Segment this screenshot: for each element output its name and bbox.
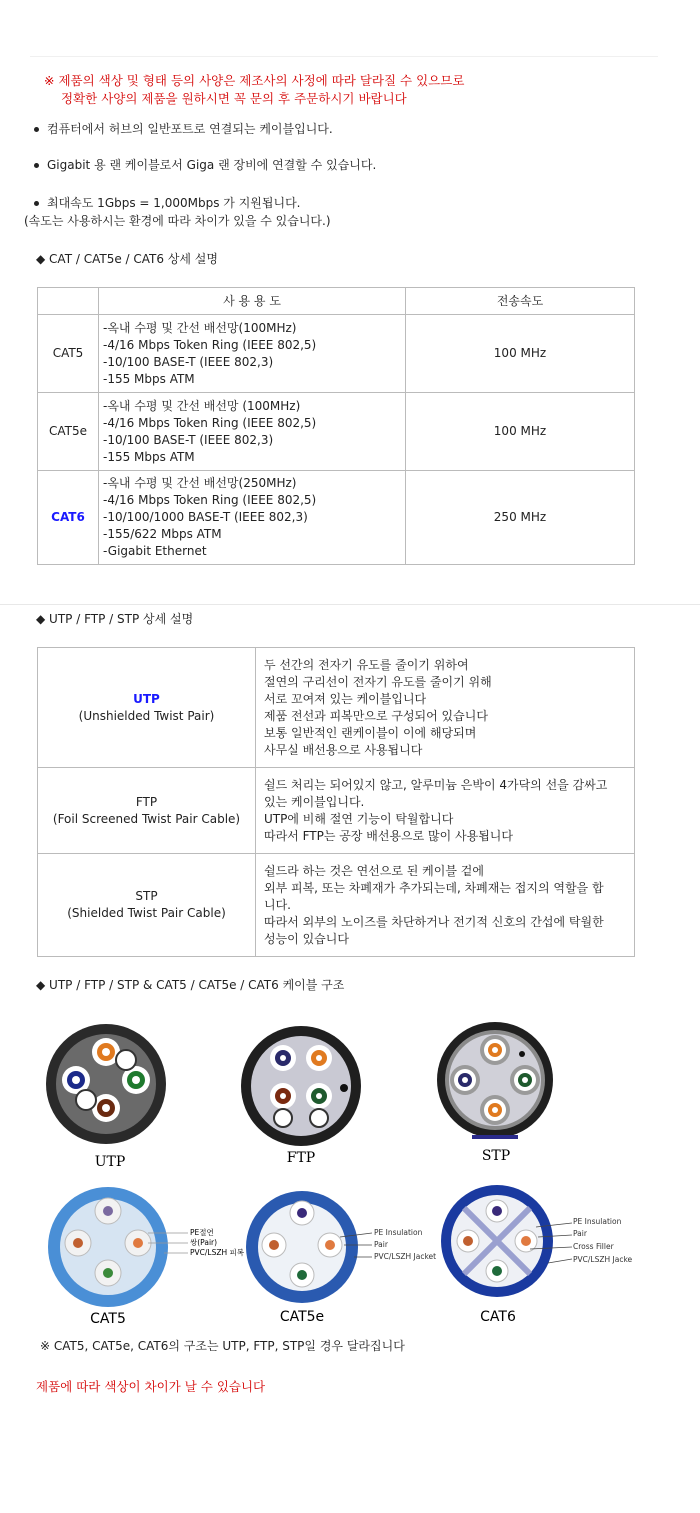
cat5e-callout-1: PE Insulation bbox=[374, 1228, 423, 1237]
header-usage: 사 용 용 도 bbox=[99, 288, 406, 315]
color-note: 제품에 따라 색상이 차이가 날 수 있습니다 bbox=[36, 1379, 266, 1394]
bullet-1: 컴퓨터에서 허브의 일반포트로 연결되는 케이블입니다. bbox=[34, 120, 333, 137]
bullet-dot-icon bbox=[34, 163, 39, 168]
cat5e-cable-illustration bbox=[246, 1191, 372, 1303]
section-utp-title: ◆ UTP / FTP / STP 상세 설명 bbox=[36, 612, 194, 626]
table-row bbox=[38, 768, 635, 854]
cable-type-name: UTP bbox=[133, 691, 160, 706]
cat6-callout-1: PE Insulation bbox=[573, 1217, 622, 1226]
utp-label: UTP bbox=[94, 1154, 126, 1170]
cable-type-full: (Shielded Twist Pair Cable) bbox=[67, 906, 226, 920]
cable-type-name: STP bbox=[135, 889, 158, 903]
cat-name: CAT5 bbox=[38, 315, 99, 393]
cat6-callout-2: Pair bbox=[573, 1229, 587, 1238]
ftp-label: FTP bbox=[286, 1150, 316, 1166]
notice-line-1: ※ 제품의 색상 및 형태 등의 사양은 제조사의 사정에 따라 달라질 수 있으므로 bbox=[44, 73, 465, 88]
cat-spec-table bbox=[37, 287, 635, 565]
cable-type-full: (Unshielded Twist Pair) bbox=[78, 708, 215, 723]
cable-type-cell bbox=[38, 768, 256, 854]
table-row bbox=[38, 315, 635, 393]
section-cat-title: ◆ CAT / CAT5e / CAT6 상세 설명 bbox=[36, 252, 218, 266]
cat-uses: -옥내 수평 및 간선 배선망(100MHz) -4/16 Mbps Token Ring (IEEE 802,5) -10/100 BASE-T (IEEE 802,3) -155 Mbps ATM bbox=[99, 315, 406, 393]
table-row bbox=[38, 393, 635, 471]
product-notice bbox=[44, 72, 464, 108]
table-row bbox=[38, 854, 635, 957]
cable-type-table bbox=[37, 647, 635, 957]
section-structure-title: ◆ UTP / FTP / STP & CAT5 / CAT5e / CAT6 케이블 구조 bbox=[36, 978, 345, 992]
top-divider bbox=[30, 56, 658, 57]
stp-cable-illustration bbox=[437, 1022, 553, 1139]
cat5e-callout-2: Pair bbox=[374, 1240, 388, 1249]
cat6-callout-4: PVC/LSZH Jacke bbox=[573, 1255, 633, 1264]
speed-note: (속도는 사용하시는 환경에 따라 차이가 있을 수 있습니다.) bbox=[24, 214, 331, 228]
cat-uses: -옥내 수평 및 간선 배선망 (100MHz) -4/16 Mbps Token Ring (IEEE 802,5) -10/100 BASE-T (IEEE 802,3) -155 Mbps ATM bbox=[99, 393, 406, 471]
header-speed: 전송속도 bbox=[406, 288, 635, 315]
bullet-dot-icon bbox=[34, 201, 39, 206]
cable-type-cell bbox=[38, 854, 256, 957]
ftp-cable-illustration bbox=[241, 1026, 361, 1146]
cat-speed: 100 MHz bbox=[406, 315, 635, 393]
cat5e-label: CAT5e bbox=[279, 1309, 325, 1325]
table-row bbox=[38, 648, 635, 768]
stp-label: STP bbox=[481, 1148, 511, 1164]
cat5-callout-2: 쌍(Pair) bbox=[190, 1238, 218, 1247]
cable-type-desc: 쉴드라 하는 것은 연선으로 된 케이블 겉에 외부 피복, 또는 차폐재가 추가되는데, 차폐재는 접지의 역할을 합 니다. 따라서 외부의 노이즈를 차단하거나 전기적 신호의 간섭에 탁월한 성능이 있습니다 bbox=[256, 854, 635, 957]
table-header-row bbox=[38, 288, 635, 315]
cable-type-desc: 두 선간의 전자기 유도를 줄이기 위하여 절연의 구리선이 전자기 유도를 줄이기 위해 서로 꼬여져 있는 케이블입니다 제품 전선과 피복만으로 구성되어 있습니다 보통 일반적인 랜케이블이 이에 해당되며 사무실 배선용으로 사용됩니다 bbox=[256, 648, 635, 768]
cat-name: CAT5e bbox=[38, 393, 99, 471]
cat5-cable-illustration bbox=[48, 1187, 188, 1307]
cat5-callout-3: PVC/LSZH 피복 bbox=[190, 1248, 245, 1257]
table-row bbox=[38, 471, 635, 565]
notice-line-2: 정확한 사양의 제품을 원하시면 꼭 문의 후 주문하시기 바랍니다 bbox=[61, 91, 407, 106]
bullet-dot-icon bbox=[34, 127, 39, 132]
cat5-callout-1: PE절연 bbox=[190, 1228, 214, 1237]
cat-name: CAT6 bbox=[38, 471, 99, 565]
cable-type-name: FTP bbox=[135, 794, 158, 809]
cat-speed: 250 MHz bbox=[406, 471, 635, 565]
cat5e-callout-3: PVC/LSZH Jacket bbox=[374, 1252, 437, 1261]
cat6-cable-illustration bbox=[441, 1185, 572, 1297]
cable-cross-sections-top bbox=[40, 1018, 680, 1178]
cat5-label: CAT5 bbox=[90, 1311, 126, 1327]
section-divider bbox=[0, 604, 700, 605]
cable-type-full: (Foil Screened Twist Pair Cable) bbox=[52, 811, 241, 826]
utp-cable-illustration bbox=[46, 1024, 166, 1144]
cat6-label: CAT6 bbox=[480, 1309, 516, 1325]
bullet-3: 최대속도 1Gbps = 1,000Mbps 가 지원됩니다. bbox=[34, 194, 300, 211]
cat-uses: -옥내 수평 및 간선 배선망(250MHz) -4/16 Mbps Token Ring (IEEE 802,5) -10/100/1000 BASE-T (IEEE 802,3) -155/622 Mbps ATM -Gigabit Ethernet bbox=[99, 471, 406, 565]
structure-note: ※ CAT5, CAT5e, CAT6의 구조는 UTP, FTP, STP일 경우 달라집니다 bbox=[40, 1339, 405, 1353]
cat-speed: 100 MHz bbox=[406, 393, 635, 471]
cat6-callout-3: Cross Filler bbox=[573, 1242, 614, 1251]
cable-cross-sections-bottom bbox=[40, 1183, 660, 1328]
cable-type-cell bbox=[38, 648, 256, 768]
bullet-2: Gigabit 용 랜 케이블로서 Giga 랜 장비에 연결할 수 있습니다. bbox=[34, 156, 376, 173]
cable-type-desc: 쉴드 처리는 되어있지 않고, 알루미늄 은박이 4가닥의 선을 감싸고 있는 케이블입니다. UTP에 비해 절연 기능이 탁월합니다 따라서 FTP는 공장 배선용으로 많이 사용됩니다 bbox=[256, 768, 635, 854]
